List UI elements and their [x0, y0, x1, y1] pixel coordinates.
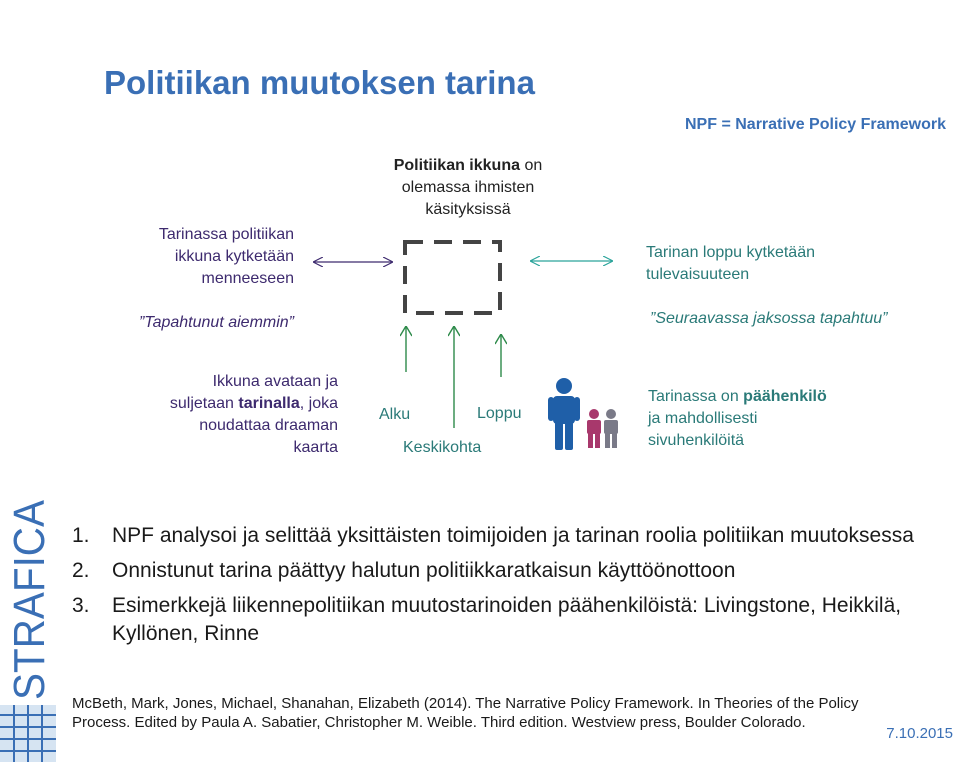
opening-line: Ikkuna avataan ja: [212, 373, 338, 390]
list-text: Esimerkkejä liikennepolitiikan muutostarinoiden päähenkilöistä: Livingstone, Heikkilä, Kyllönen, Rinne: [112, 594, 902, 645]
future-text-line: tulevaisuuteen: [646, 266, 750, 283]
past-text-line: menneeseen: [201, 270, 294, 287]
policy-window-box: [405, 242, 500, 313]
list-text: Onnistunut tarina päättyy halutun politiikkaratkaisun käyttöönottoon: [112, 559, 736, 582]
numbered-list: [72, 522, 932, 655]
npf-note: NPF = Narrative Policy Framework: [685, 116, 946, 133]
protagonist-line: Tarinassa on päähenkilö: [648, 388, 827, 405]
window-text-rest: on: [520, 157, 543, 174]
arc-start-label: Alku: [379, 406, 411, 423]
future-text-line: Tarinan loppu kytketään: [646, 244, 815, 261]
list-number: 2.: [72, 559, 90, 582]
window-text-bold: Politiikan ikkuna: [393, 157, 520, 174]
side-character-icon: [604, 409, 618, 448]
past-text-line: Tarinassa politiikan: [158, 226, 294, 243]
protagonist-line: sivuhenkilöitä: [648, 432, 745, 449]
future-quote: ”Seuraavassa jaksossa tapahtuu”: [650, 310, 888, 327]
list-item: [72, 557, 932, 585]
footer-date: 7.10.2015: [886, 725, 953, 742]
opening-line: noudattaa draaman: [199, 417, 338, 434]
past-quote: ”Tapahtunut aiemmin”: [138, 314, 294, 331]
reference-text: McBeth, Mark, Jones, Michael, Shanahan, Elizabeth (2014). The Narrative Policy Framework. In Theories of the Policy Process. Edited by Paula A. Sabatier, Christopher M. Weible. Third edition. Westview press, Boulder Colorado.: [72, 695, 859, 731]
past-text-line: ikkuna kytketään: [174, 248, 294, 265]
list-text: NPF analysoi ja selittää yksittäisten toimijoiden ja tarinan roolia politiikan muutoksessa: [112, 524, 914, 547]
opening-line: suljetaan tarinalla, joka: [169, 395, 338, 412]
strafica-logo: [0, 482, 56, 705]
arc-end-label: Loppu: [477, 405, 522, 422]
list-number: 1.: [72, 524, 90, 547]
slide-title: Politiikan muutoksen tarina: [104, 64, 535, 101]
window-text-line3: käsityksissä: [425, 201, 511, 218]
window-text-line2: olemassa ihmisten: [401, 179, 535, 196]
protagonist-line: ja mahdollisesti: [648, 410, 758, 427]
list-number: 3.: [72, 594, 90, 617]
list-item: [72, 522, 932, 550]
protagonist-icon: [548, 378, 580, 450]
arc-middle-label: Keskikohta: [403, 439, 482, 456]
list-item: [72, 592, 932, 648]
side-character-icon: [587, 409, 601, 448]
logo-stripes: [0, 705, 56, 762]
opening-line: kaarta: [293, 439, 338, 456]
brand-text: STRAFICA: [5, 482, 54, 700]
